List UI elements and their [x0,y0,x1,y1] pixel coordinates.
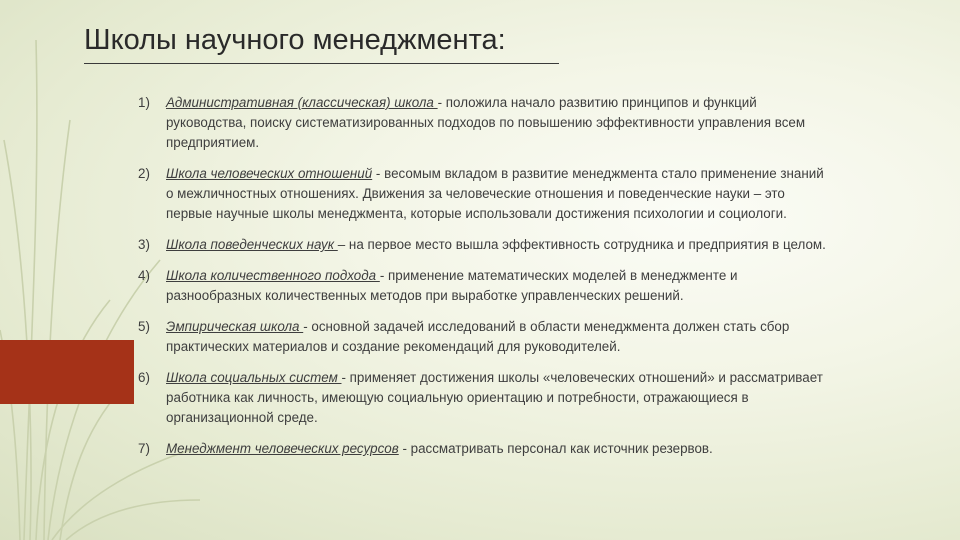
item-number: 5) [138,319,150,334]
item-number: 6) [138,370,150,385]
item-number: 1) [138,95,150,110]
item-description: - применение математических моделей в менеджменте и разнообразных количественных методов при выработке управленческих решений. [166,268,738,303]
item-school-name: Административная (классическая) школа [166,95,438,110]
item-description: - весомым вкладом в развитие менеджмента стало применение знаний о межличностных отношениях. Движения за человеческие отношения и поведенческие науки – это первые научные школы менеджмента, которые использовали достижения психологии и социологи. [166,166,824,221]
item-school-name: Школа человеческих отношений [166,166,373,181]
list-item [138,317,828,357]
title-underline [84,63,559,64]
item-number: 7) [138,441,150,456]
list-item [138,93,828,153]
accent-tab [0,340,134,404]
page-title: Школы научного менеджмента: [84,24,506,56]
list-item [138,266,828,306]
schools-list [138,93,828,470]
item-school-name: Школа количественного подхода [166,268,380,283]
grass-stroke [60,380,130,540]
item-description: - применяет достижения школы «человеческих отношений» и рассматривает работника как личность, имеющую социальную ориентацию и потребности, отражающиеся в организационной среде. [166,370,823,425]
item-number: 4) [138,268,150,283]
list-item [138,368,828,428]
grass-stroke [44,120,70,540]
list-item [138,439,828,459]
list-item [138,164,828,224]
item-description: - основной задачей исследований в области менеджмента должен стать сбор практических материалов и создание рекомендаций для руководителей. [166,319,790,354]
item-school-name: Эмпирическая школа [166,319,304,334]
item-school-name: Школа социальных систем [166,370,342,385]
item-number: 3) [138,237,150,252]
item-description: - рассматривать персонал как источник резервов. [398,441,713,456]
list-item [138,235,828,255]
item-school-name: Школа поведенческих наук [166,237,338,252]
item-number: 2) [138,166,150,181]
item-description: - положила начало развитию принципов и функций руководства, поиску систематизированных подходов по повышению эффективности управления всем предприятием. [166,95,806,150]
item-description: – на первое место вышла эффективность сотрудника и предприятия в целом. [337,237,826,252]
item-school-name: Менеджмент человеческих ресурсов [166,441,399,456]
grass-stroke [66,500,200,540]
